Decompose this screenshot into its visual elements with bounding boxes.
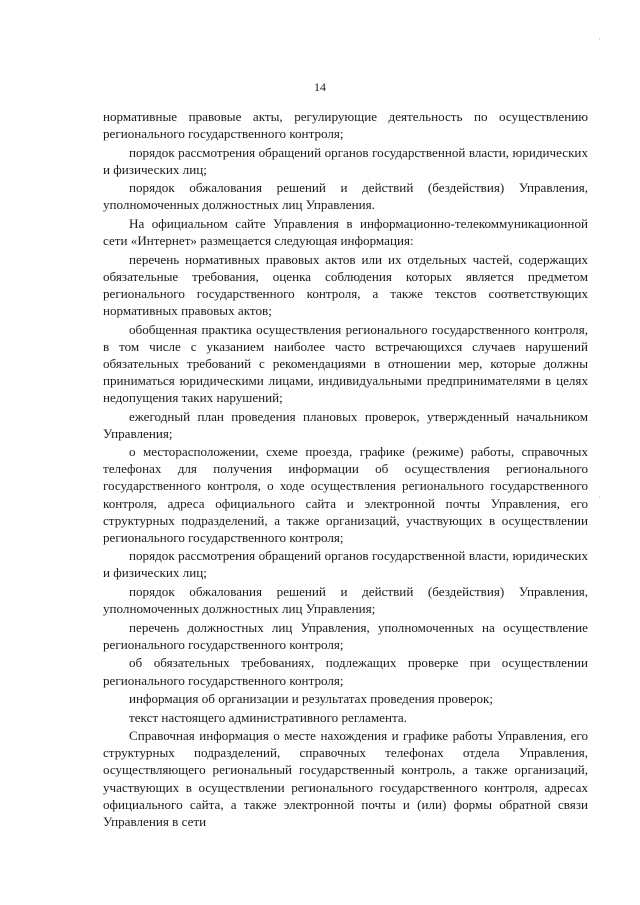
paragraph: На официальном сайте Управления в информационно-телекоммуникационной сети «Интернет» размещается следующая информация: [103,216,588,249]
paragraph: порядок рассмотрения обращений органов государственной власти, юридических и физических лиц; [103,144,588,177]
paragraph: ежегодный план проведения плановых проверок, утвержденный начальником Управления; [103,408,588,441]
page-number: 14 [314,80,326,94]
scan-speck: · [598,34,601,44]
paragraph: о месторасположении, схеме проезда, графике (режиме) работы, справочных телефонах для получения информации об осуществления регионального государственного контроля, о ходе осуществления регионального государственного контроля, адреса официального сайта и электронной почты Управления, его структурных подразделений, а также организаций, участвующих в осуществлении регионального государственного контроля; [103,444,588,545]
paragraph: об обязательных требованиях, подлежащих проверке при осуществлении регионального государственного контроля; [103,655,588,688]
paragraph: порядок рассмотрения обращений органов государственной власти, юридических и физических лиц; [103,548,588,581]
paragraph: перечень должностных лиц Управления, уполномоченных на осуществление регионального государственного контроля; [103,619,588,652]
paragraph: порядок обжалования решений и действий (бездействия) Управления, уполномоченных должностных лиц Управления; [103,584,588,617]
paragraph: Справочная информация о месте нахождения и графике работы Управления, его структурных подразделений, справочных телефонах отдела Управления, осуществляющего региональный государственный контроль, а также организаций, участвующих в осуществлении регионального государственного контроля, адресах официального сайта, а также электронной почты и (или) формы обратной связи Управления в сети [103,728,588,829]
scan-speck: · [598,492,601,502]
paragraph: порядок обжалования решений и действий (бездействия) Управления, уполномоченных должностных лиц Управления. [103,180,588,213]
paragraph: нормативные правовые акты, регулирующие деятельность по осуществлению регионального государственного контроля; [103,109,588,142]
body-text [103,108,588,830]
paragraph: обобщенная практика осуществления регионального государственного контроля, в том числе с указанием наиболее часто встречающихся случаев нарушений обязательных требований с рекомендациями в отношении мер, которые должны приниматься юридическими лицами, индивидуальными предпринимателями в целях недопущения таких нарушений; [103,321,588,405]
paragraph: перечень нормативных правовых актов или их отдельных частей, содержащих обязательные требования, оценка соблюдения которых является предметом регионального государственного контроля, а также текстов соответствующих нормативных правовых актов; [103,251,588,319]
paragraph: текст настоящего административного регламента. [129,709,407,725]
paragraph: информация об организации и результатах проведения проверок; [129,691,494,707]
